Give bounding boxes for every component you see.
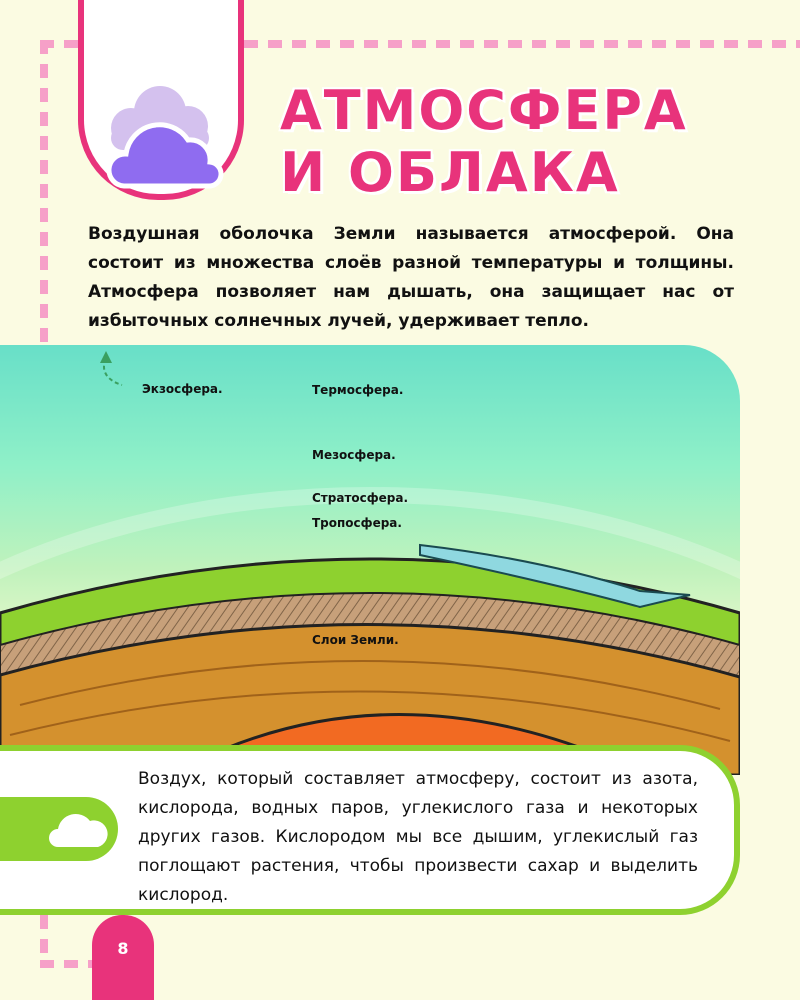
label-mesosphere: Мезосфера. bbox=[312, 448, 396, 462]
frame-dash-bottom bbox=[40, 960, 92, 968]
info-paragraph: Воздух, который составляет атмосферу, состоит из азота, кислорода, водных паров, углекислого газа и некоторых других газов. Кислородом мы все дышим, углекислый газ поглощают растения, чтобы произвести сахар и выделить кислород. bbox=[138, 769, 698, 905]
atmosphere-illustration bbox=[0, 345, 740, 775]
cloud-icon bbox=[98, 76, 233, 201]
frame-dash-left-bottom bbox=[40, 915, 48, 965]
label-exosphere: Экзосфера. bbox=[142, 382, 223, 396]
frame-dash-top bbox=[244, 40, 800, 48]
title-line-2: И ОБЛАКА bbox=[280, 141, 620, 204]
page-title bbox=[280, 80, 688, 204]
label-stratosphere: Стратосфера. bbox=[312, 491, 409, 505]
label-troposphere: Тропосфера. bbox=[312, 516, 402, 530]
label-thermosphere: Термосфера. bbox=[312, 383, 404, 397]
info-tab bbox=[0, 797, 118, 861]
page-number: 8 bbox=[117, 939, 129, 958]
title-line-1: АТМОСФЕРА bbox=[280, 79, 688, 142]
frame-dash-top-left bbox=[40, 40, 80, 48]
intro-paragraph: Воздушная оболочка Земли называется атмосферой. Она состоит из множества слоёв разной температуры и толщины. Атмосфера позволяет нам дышать, она защищает нас от избыточных солнечных лучей, удерживает тепло. bbox=[88, 224, 734, 331]
page-number-tab bbox=[92, 915, 154, 1000]
label-earth-layers: Слои Земли. bbox=[312, 633, 399, 647]
cloud-icon bbox=[46, 809, 108, 851]
